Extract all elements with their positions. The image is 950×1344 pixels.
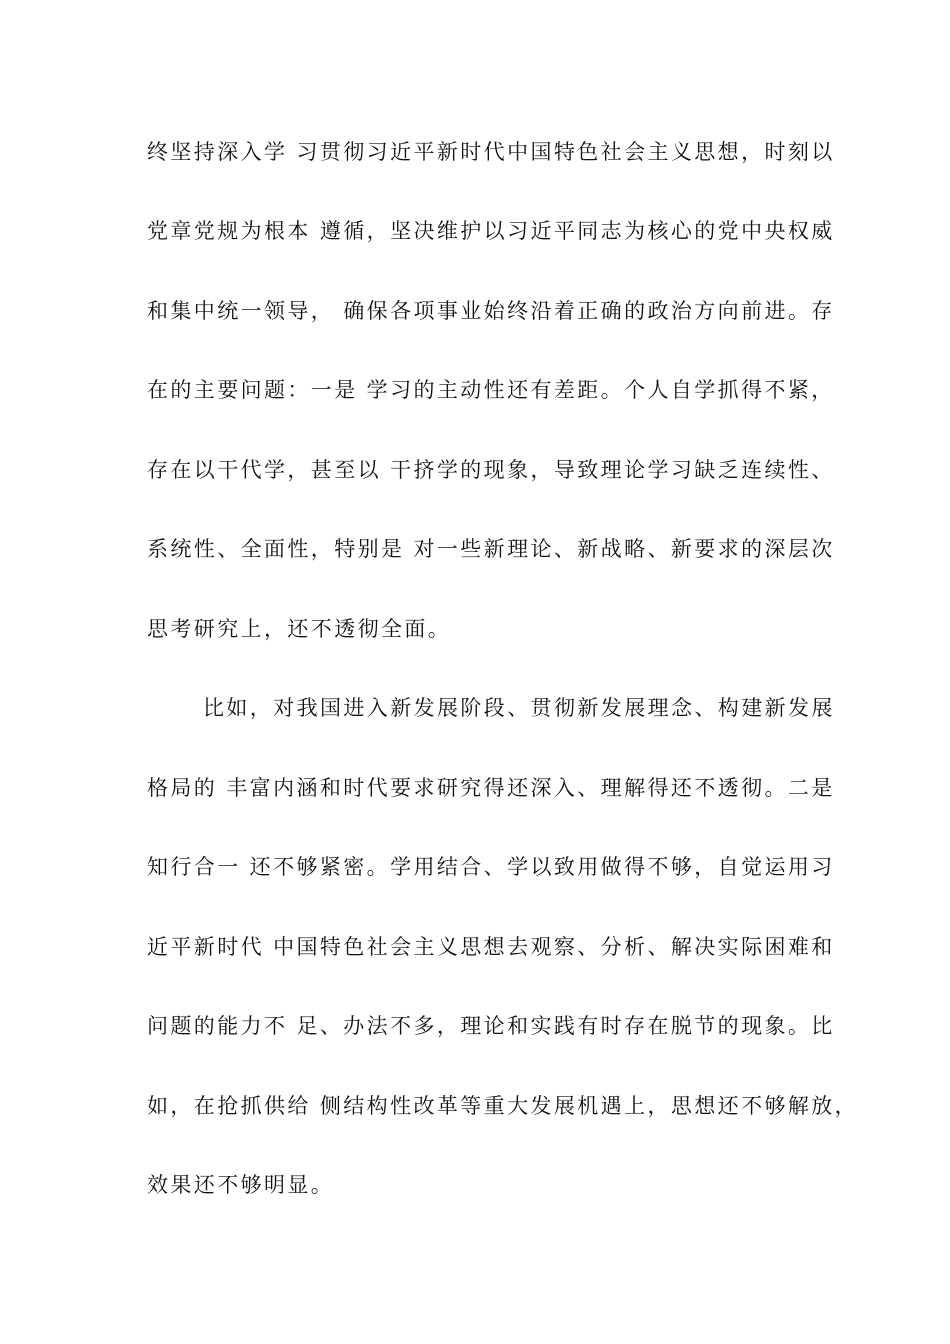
text-line-1: 终坚持深入学 习贯彻习近平新时代中国特色社会主义思想，时刻以 (147, 140, 835, 164)
text-line-9: 格局的 丰富内涵和时代要求研究得还深入、理解得还不透彻。二是 (147, 776, 835, 800)
text-line-6: 系统性、全面性，特别是 对一些新理论、新战略、新要求的深层次 (147, 537, 835, 561)
text-line-2: 党章党规为根本 遵循，坚决维护以习近平同志为核心的党中央权威 (147, 219, 835, 243)
text-line-12: 问题的能力不 足、办法不多，理论和实践有时存在脱节的现象。比 (147, 1014, 835, 1038)
text-line-5: 存在以干代学，甚至以 干挤学的现象，导致理论学习缺乏连续性、 (147, 458, 835, 482)
text-line-7: 思考研究上，还不透彻全面。 (147, 617, 452, 641)
text-line-11: 近平新时代 中国特色社会主义思想去观察、分析、解决实际困难和 (147, 935, 835, 959)
text-line-13: 如，在抢抓供给 侧结构性改革等重大发展机遇上，思想还不够解放， (147, 1094, 859, 1118)
text-line-10: 知行合一 还不够紧密。学用结合、学以致用做得不够，自觉运用习 (147, 855, 835, 879)
text-line-8: 比如，对我国进入新发展阶段、贯彻新发展理念、构建新发展 (203, 696, 835, 720)
text-line-4: 在的主要问题：一是 学习的主动性还有差距。个人自学抓得不紧， (147, 378, 835, 402)
text-line-3: 和集中统一领导， 确保各项事业始终沿着正确的政治方向前进。存 (147, 299, 835, 323)
text-line-14: 效果还不够明显。 (147, 1173, 335, 1197)
